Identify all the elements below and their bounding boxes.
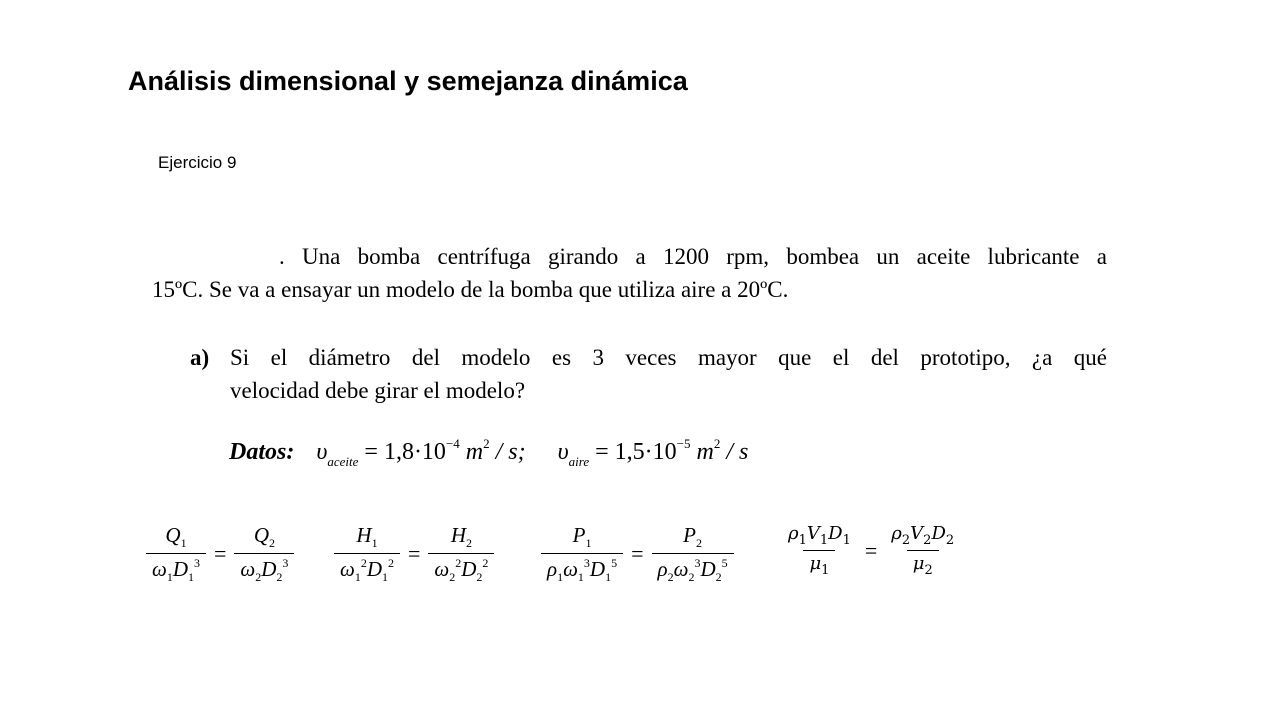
item-a-text — [230, 341, 1107, 407]
item-a-line-1: Si el diámetro del modelo es 3 veces mayor que el del prototipo, ¿a qué — [230, 345, 1107, 370]
problem-statement — [152, 240, 1107, 306]
aire-subscript: aire — [568, 454, 590, 469]
aire-exponent: −5 — [676, 436, 691, 451]
fraction: $\frac{Q_1}{\omega_1D_1^3}$ — [146, 523, 206, 585]
power-coefficient-equation: $\frac{P_1}{\rho_1\omega_1^3D_1^5}$ = $\frac{P_2}{\rho_2\omega_2^3D_2^5}$ — [541, 523, 734, 585]
flow-coefficient-equation: $\frac{Q_1}{\omega_1D_1^3}$ = $\frac{Q_2}{\omega_2D_2^3}$ — [146, 523, 294, 585]
unit-m: m — [465, 439, 484, 465]
exercise-label: Ejercicio 9 — [158, 153, 237, 172]
unit-rest: / s; — [495, 439, 526, 465]
unit-m: m — [696, 439, 714, 465]
unit-exponent: 2 — [713, 436, 721, 451]
item-a-line-2: velocidad debe girar el modelo? — [230, 378, 526, 403]
unit-rest: / s — [726, 439, 749, 465]
head-coefficient-equation: $\frac{H_1}{\omega_1^2D_1^2}$ = $\frac{H_2}{\omega_2^2D_2^2}$ — [334, 523, 494, 585]
nu-symbol: υ — [557, 439, 569, 465]
fraction: $\frac{P_1}{\rho_1\omega_1^3D_1^5}$ — [541, 523, 623, 585]
fraction: $\frac{\rho_2V_2D_2}{\mu_2}$ — [891, 523, 955, 578]
fraction: $\frac{Q_2}{\omega_2D_2^3}$ — [234, 523, 294, 585]
item-a-label: a) — [190, 345, 210, 370]
aceite-subscript: aceite — [327, 454, 359, 469]
aceite-exponent: −4 — [445, 436, 460, 451]
problem-line-2: 15ºC. Se va a ensayar un modelo de la bomba que utiliza aire a 20ºC. — [152, 277, 789, 302]
unit-exponent: 2 — [483, 436, 490, 451]
fraction: $\frac{H_2}{\omega_2^2D_2^2}$ — [428, 523, 494, 585]
fraction: $\frac{\rho_1V_1D_1}{\mu_1}$ — [788, 523, 851, 578]
problem-line-1: . Una bomba centrífuga girando a 1200 rpm, bombea un aceite lubricante a — [279, 244, 1107, 269]
aire-value: = 1,5·10 — [595, 439, 677, 465]
datos-label: Datos: — [229, 439, 295, 465]
reynolds-equation: $\frac{\rho_1V_1D_1}{\mu_1}$ = $\frac{\rho_2V_2D_2}{\mu_2}$ — [782, 523, 960, 578]
item-a — [190, 341, 1107, 407]
fraction: $\frac{P_2}{\rho_2\omega_2^3D_2^5}$ — [652, 523, 734, 585]
slide-title: Análisis dimensional y semejanza dinámica — [128, 66, 688, 96]
datos-line — [229, 436, 748, 470]
aceite-value: = 1,8·10 — [364, 439, 446, 465]
fraction: $\frac{H_1}{\omega_1^2D_1^2}$ — [334, 523, 400, 585]
nu-symbol: υ — [316, 439, 328, 465]
